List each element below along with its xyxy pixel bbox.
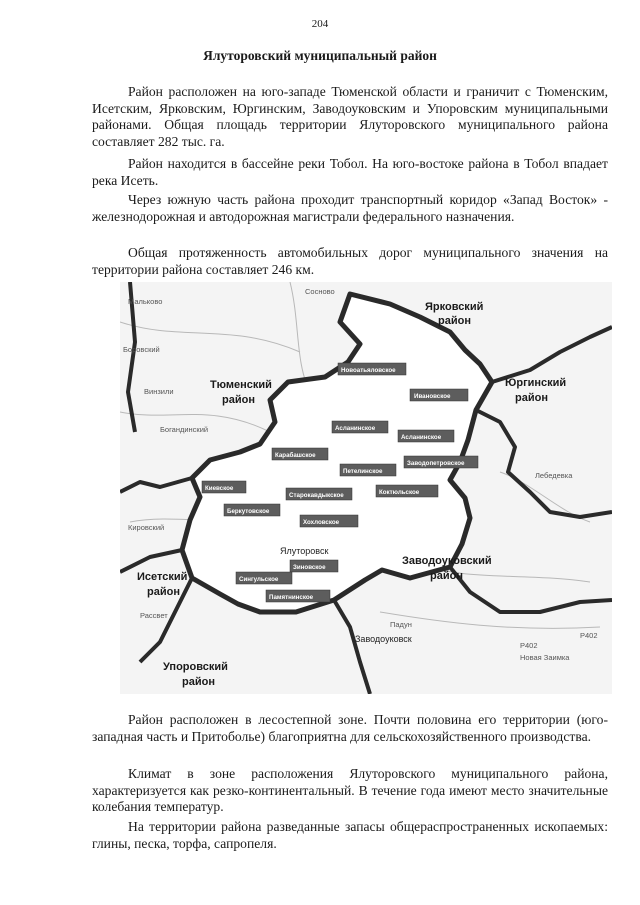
settlement-berkutovskoe (224, 504, 280, 516)
paragraph-minerals: На территории района разведанные запасы общераспространенных ископаемых: глины, песка, торфа, сапропеля. (92, 819, 608, 851)
document-title: Ялуторовский муниципальный район (203, 48, 437, 63)
paragraph-climate: Климат в зоне расположения Ялуторовского муниципального района, характеризуется как резко-континентальный. В течение года имеют место значительные колебания температур. (92, 766, 608, 814)
paragraph-transport: Через южную часть района проходит транспортный коридор «Запад Восток» - железнодорожная и автодорожная магистрали федерального назначения. (92, 192, 608, 224)
settlement-novoatyalovskoe (338, 363, 406, 375)
page-number: 204 (311, 18, 329, 30)
map-town-kirovsky: Кировский (128, 523, 165, 532)
settlement-zavodopetrovskoe (404, 456, 478, 468)
settlement-pamyatninskoe (266, 590, 330, 602)
map-road-r402-b: Р402 (580, 631, 598, 640)
svg-text:Асланинское: Асланинское (401, 434, 442, 441)
settlement-ivanovskoe (410, 389, 468, 401)
paragraph-roads: Общая протяженность автомобильных дорог муниципального значения на территории района составляет 246 км. (92, 245, 608, 277)
svg-text:Карабашское: Карабашское (275, 452, 316, 459)
map-town-rassvet: Рассвет (140, 611, 168, 620)
map-town-lebedevka: Лебедевка (535, 471, 573, 480)
settlement-koktyulskoe (376, 485, 438, 497)
settlement-kievskoe (202, 481, 246, 493)
map-label-tyumensky: Тюменский (210, 379, 272, 391)
map-town-vinzili: Винзили (144, 387, 174, 396)
map-label-zavodoukovsky-district: район (430, 570, 463, 582)
map-label-yurginsky-district: район (515, 392, 548, 404)
settlement-aslaninskoe (332, 421, 388, 433)
map-label-yarkovsky: Ярковский (425, 301, 484, 313)
svg-text:Старокавдыкское: Старокавдыкское (289, 492, 344, 499)
svg-text:Коктюльское: Коктюльское (379, 489, 420, 496)
settlement-karabashskoe (272, 448, 328, 460)
map-town-novaya-zaimka: Новая Заимка (520, 653, 570, 662)
settlement-starokavdykskoe (286, 488, 352, 500)
map-road-r402-a: Р402 (520, 641, 538, 650)
svg-text:Памятнинское: Памятнинское (269, 594, 314, 601)
settlement-khokhlovskoe (300, 515, 358, 527)
settlement-singulskoe (236, 572, 292, 584)
map-label-isetsky: Исетский (137, 571, 188, 583)
map-town-zavodoukovsk: Заводоуковск (355, 634, 412, 644)
map-label-isetsky-district: район (147, 586, 180, 598)
map-town-borovsky: Боровский (123, 345, 160, 354)
svg-text:Беркутовское: Беркутовское (227, 508, 270, 515)
svg-text:Асланинское: Асланинское (335, 425, 376, 432)
paragraph-zone: Район расположен в лесостепной зоне. Почти половина его территории (юго-западная часть и Притоболье) благоприятна для сельскохозяйственного производства. (92, 712, 608, 744)
map-town-padun: Падун (390, 620, 412, 629)
svg-text:Ивановское: Ивановское (414, 393, 451, 400)
paragraph-location: Район расположен на юго-западе Тюменской области и граничит с Тюменским, Исетским, Ярковским, Юргинским, Заводоуковским и Упоровским муниципальными районами. Общая площадь территории Ялуторовского муниципального района составляет 282 тыс. га. (92, 84, 608, 149)
svg-text:Хохловское: Хохловское (303, 519, 340, 526)
map-label-tyumensky-district: район (222, 394, 255, 406)
map-label-zavodoukovsky: Заводоуковский (402, 555, 492, 567)
settlement-petelinskoe (340, 464, 396, 476)
svg-text:Сингульское: Сингульское (239, 576, 279, 583)
map-town-yalutorovsk: Ялуторовск (280, 546, 329, 556)
svg-text:Заводопетровское: Заводопетровское (407, 460, 465, 467)
map-label-uporovsky-district: район (182, 676, 215, 688)
svg-text:Киевское: Киевское (205, 485, 234, 492)
map-label-yarkovsky-district: район (438, 315, 471, 327)
map-label-uporovsky: Упоровский (163, 661, 228, 673)
map-label-yurginsky: Юргинский (505, 377, 567, 389)
svg-text:Зиновское: Зиновское (293, 564, 326, 571)
map-town-malkovo: Мальково (128, 297, 163, 306)
settlement-zinovskoe (290, 560, 338, 572)
paragraph-basin: Район находится в бассейне реки Тобол. На юго-востоке района в Тобол впадает река Исеть. (92, 156, 608, 188)
svg-text:Новоатьяловское: Новоатьяловское (341, 367, 396, 374)
district-map (120, 282, 612, 694)
map-town-sosnovo: Сосново (305, 287, 335, 296)
svg-text:Петелинское: Петелинское (343, 468, 383, 475)
settlement-berkutovskoe-north (398, 430, 454, 442)
map-town-bogandinsky: Богандинский (160, 425, 209, 434)
